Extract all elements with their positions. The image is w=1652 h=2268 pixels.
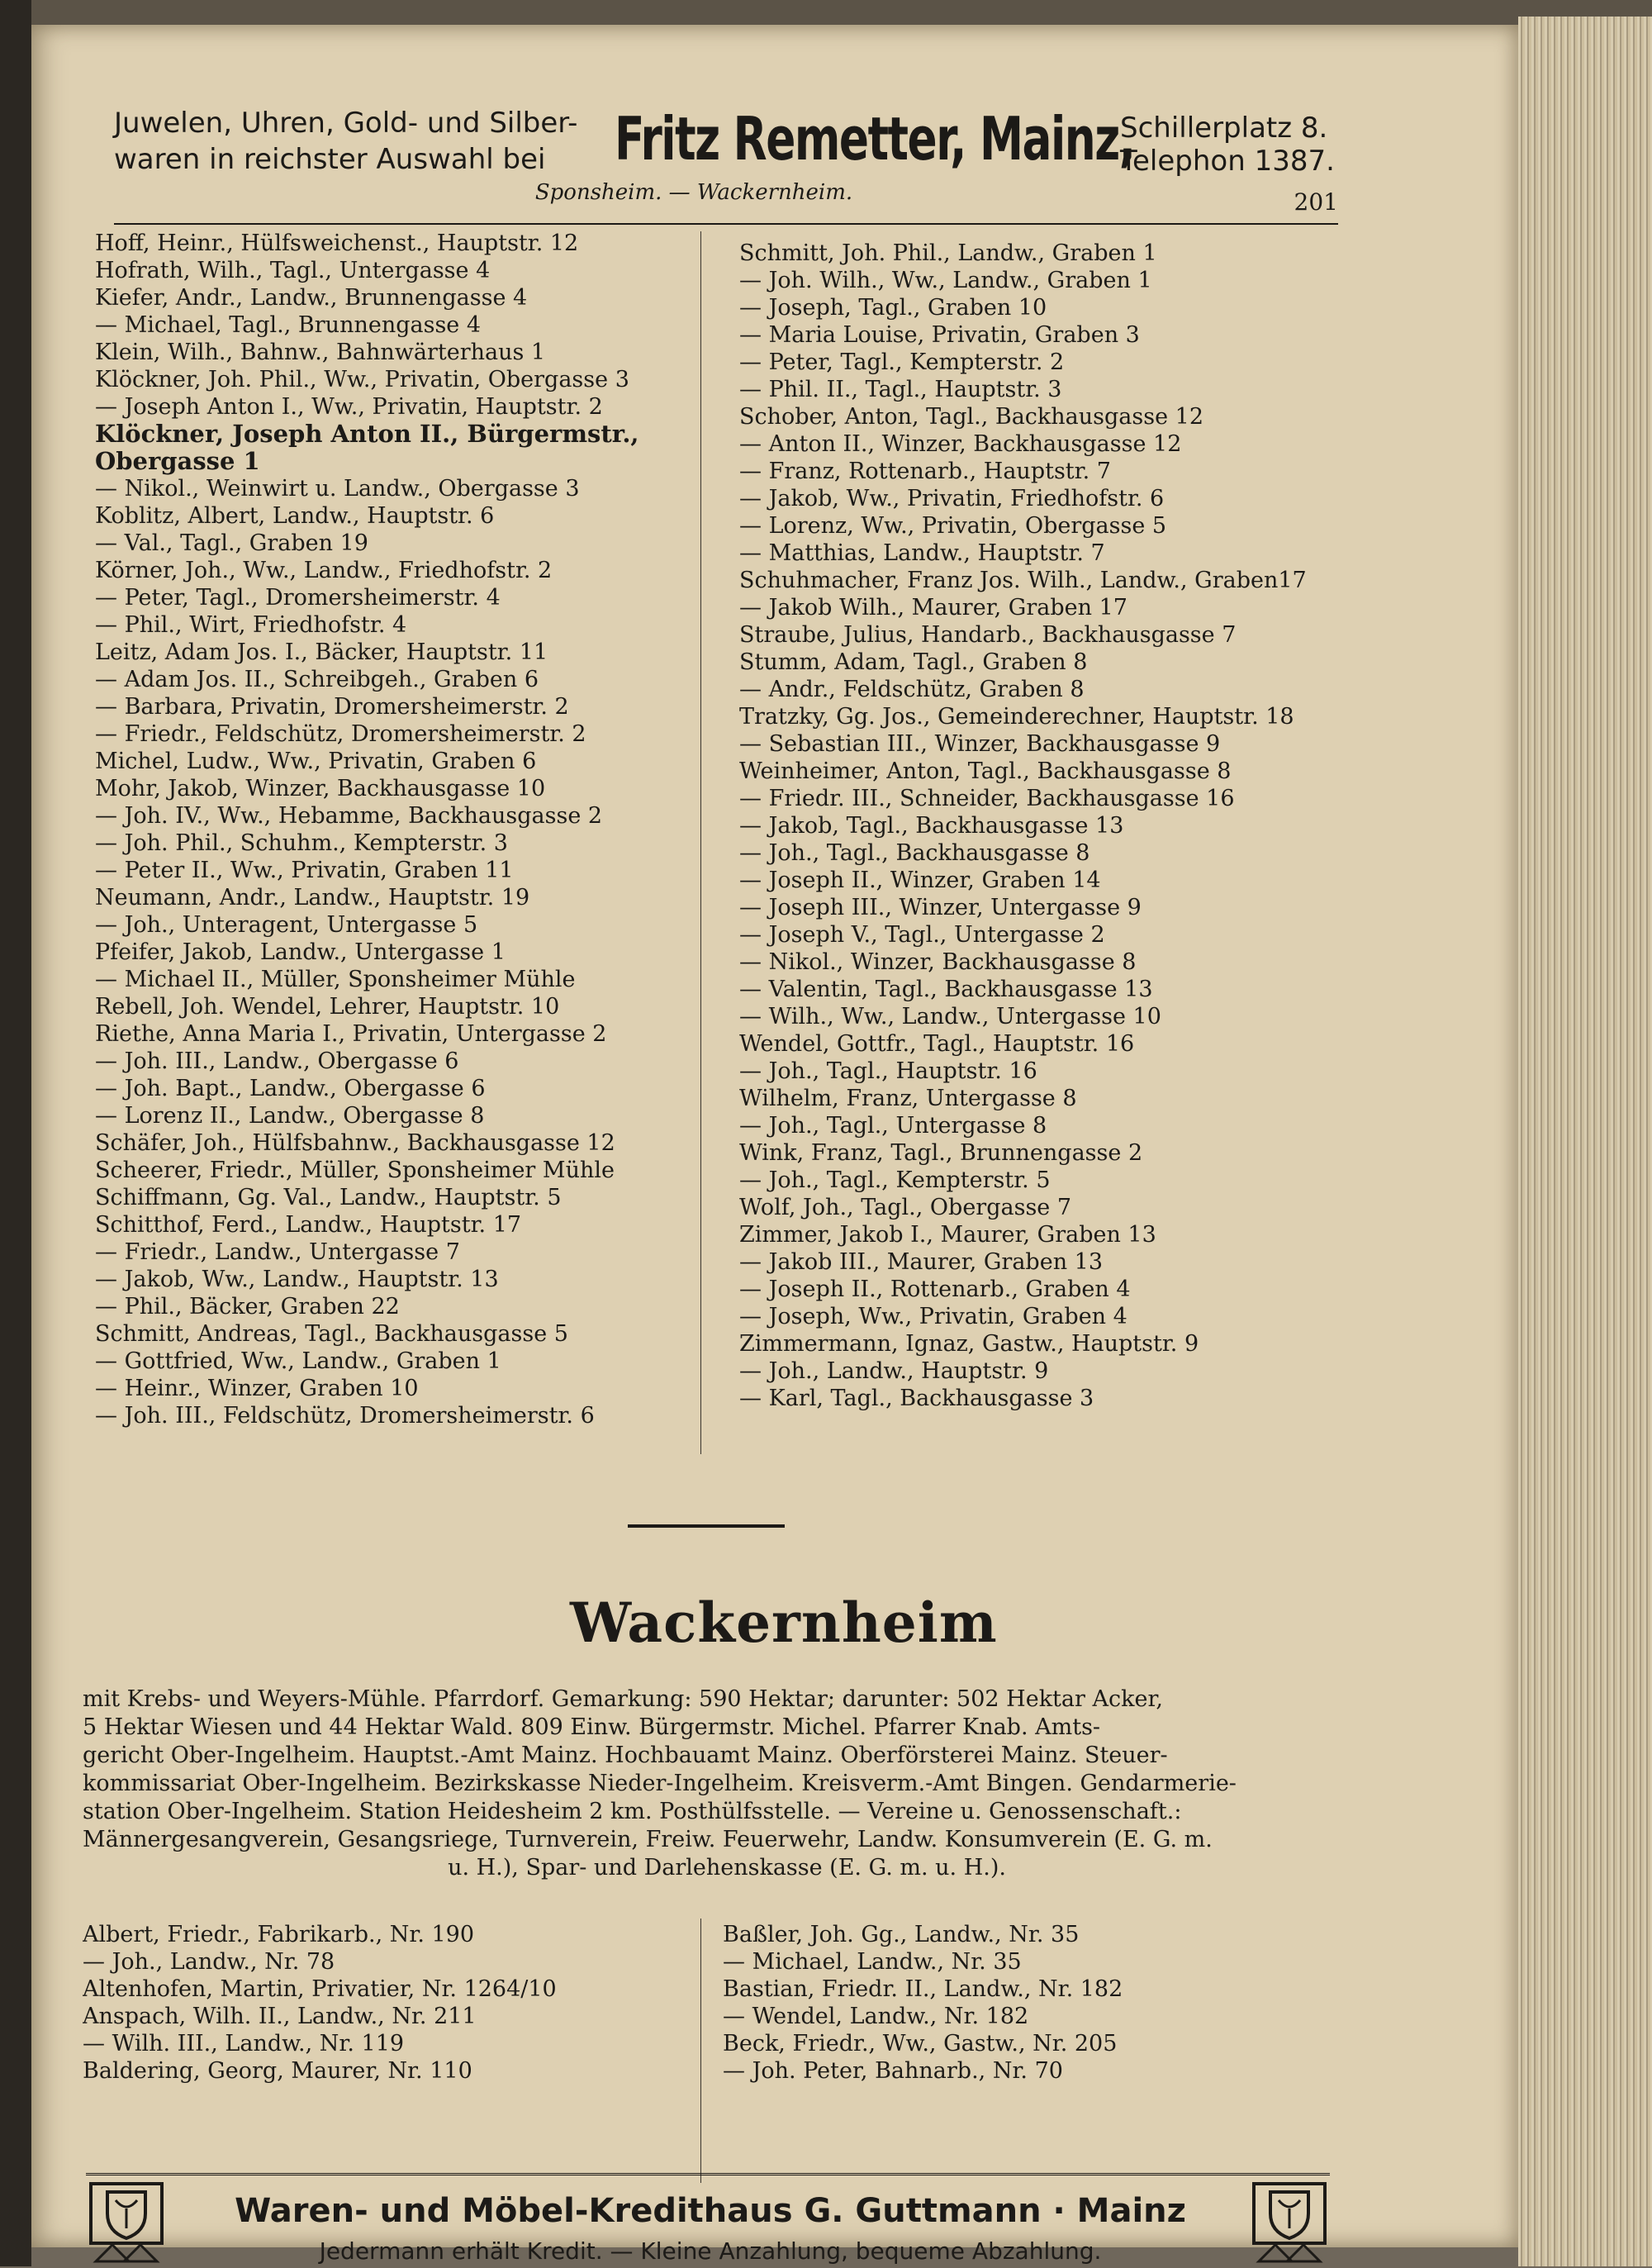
directory-entry: Wendel, Gottfr., Tagl., Hauptstr. 16 [739, 1031, 1135, 1057]
directory-entry: Klein, Wilh., Bahnw., Bahnwärterhaus 1 [95, 340, 546, 365]
directory-entry: — Joseph Anton I., Ww., Privatin, Hauptstr. 2 [95, 394, 603, 420]
description-line: u. H.), Spar- und Darlehenskasse (E. G. m. u. H.). [448, 1855, 1006, 1880]
emblem-right-icon [1249, 2180, 1330, 2265]
running-head: Sponsheim. — Wackernheim. [534, 180, 853, 205]
directory-entry: Altenhofen, Martin, Privatier, Nr. 1264/10 [83, 1976, 557, 2002]
book-spine [0, 0, 31, 2266]
section-right-column [723, 1921, 1351, 2085]
directory-entry: — Friedr., Feldschütz, Dromersheimerstr. 2 [95, 721, 586, 747]
directory-entry: — Val., Tagl., Graben 19 [95, 530, 368, 556]
directory-entry: Schmitt, Joh. Phil., Landw., Graben 1 [739, 240, 1157, 266]
directory-entry: — Phil., Bäcker, Graben 22 [95, 1294, 400, 1319]
directory-entry: — Maria Louise, Privatin, Graben 3 [739, 322, 1140, 348]
header-left-line1: Juwelen, Uhren, Gold- und Silber- [114, 107, 578, 140]
directory-entry: — Gottfried, Ww., Landw., Graben 1 [95, 1348, 501, 1374]
directory-entry: — Joh., Tagl., Hauptstr. 16 [739, 1058, 1037, 1084]
directory-entry: — Joh. III., Landw., Obergasse 6 [95, 1048, 459, 1074]
header-right-line1: Schillerplatz 8. [1120, 112, 1328, 145]
directory-entry: Neumann, Andr., Landw., Hauptstr. 19 [95, 885, 530, 911]
directory-entry: Klöckner, Joseph Anton II., Bürgermstr., [95, 421, 639, 448]
directory-entry: Beck, Friedr., Ww., Gastw., Nr. 205 [723, 2031, 1118, 2056]
directory-entry: — Matthias, Landw., Hauptstr. 7 [739, 540, 1105, 566]
directory-entry: — Peter, Tagl., Dromersheimerstr. 4 [95, 585, 501, 611]
section-title: Wackernheim [570, 1590, 998, 1655]
footer-ad-line2: Jedermann erhält Kredit. — Kleine Anzahlung, bequeme Abzahlung. [319, 2237, 1102, 2265]
column-divider [700, 231, 701, 1454]
directory-entry: Schitthof, Ferd., Landw., Hauptstr. 17 [95, 1212, 522, 1238]
directory-entry: Schuhmacher, Franz Jos. Wilh., Landw., Graben17 [739, 568, 1307, 593]
directory-entry: — Joh., Landw., Hauptstr. 9 [739, 1358, 1049, 1384]
directory-entry: — Jakob, Ww., Landw., Hauptstr. 13 [95, 1267, 499, 1292]
directory-entry: — Joh., Unteragent, Untergasse 5 [95, 912, 478, 938]
directory-entry: — Phil. II., Tagl., Hauptstr. 3 [739, 377, 1062, 402]
left-directory-column [95, 230, 698, 1429]
footer-advertisement [86, 2173, 1330, 2265]
emblem-left-icon [86, 2180, 167, 2265]
footer-ad-line1: Waren- und Möbel-Kredithaus G. Guttmann · Mainz [235, 2192, 1186, 2230]
directory-entry: — Joh. IV., Ww., Hebamme, Backhausgasse 2 [95, 803, 603, 829]
header-right-text [1120, 112, 1384, 178]
directory-entry: — Phil., Wirt, Friedhofstr. 4 [95, 612, 407, 638]
header-rule [114, 223, 1338, 225]
directory-entry: — Joh. Wilh., Ww., Landw., Graben 1 [739, 268, 1152, 293]
directory-entry: Baßler, Joh. Gg., Landw., Nr. 35 [723, 1922, 1080, 1947]
directory-entry: Scheerer, Friedr., Müller, Sponsheimer Mühle [95, 1158, 615, 1183]
header-brand: Fritz Remetter, Mainz, [615, 104, 1135, 174]
directory-entry: — Joseph, Ww., Privatin, Graben 4 [739, 1304, 1127, 1329]
directory-entry: Baldering, Georg, Maurer, Nr. 110 [83, 2058, 472, 2084]
directory-entry: — Sebastian III., Winzer, Backhausgasse 9 [739, 731, 1221, 757]
directory-entry: — Andr., Feldschütz, Graben 8 [739, 677, 1085, 702]
directory-entry: Zimmer, Jakob I., Maurer, Graben 13 [739, 1222, 1156, 1248]
directory-entry: Schäfer, Joh., Hülfsbahnw., Backhausgasse 12 [95, 1130, 615, 1156]
directory-entry: Koblitz, Albert, Landw., Hauptstr. 6 [95, 503, 495, 529]
directory-entry: — Lorenz, Ww., Privatin, Obergasse 5 [739, 513, 1167, 539]
header-left-text [114, 105, 610, 178]
directory-entry: — Valentin, Tagl., Backhausgasse 13 [739, 977, 1153, 1002]
directory-entry: — Jakob, Tagl., Backhausgasse 13 [739, 813, 1124, 839]
description-line: mit Krebs- und Weyers-Mühle. Pfarrdorf. Gemarkung: 590 Hektar; darunter: 502 Hektar Acker, [83, 1686, 1163, 1712]
directory-entry: — Joh., Landw., Nr. 78 [83, 1949, 335, 1975]
section-column-divider [700, 1919, 701, 2183]
directory-entry: Zimmermann, Ignaz, Gastw., Hauptstr. 9 [739, 1331, 1199, 1357]
directory-entry: Stumm, Adam, Tagl., Graben 8 [739, 649, 1088, 675]
directory-entry: — Joh., Tagl., Kempterstr. 5 [739, 1167, 1051, 1193]
directory-entry: — Joh. Peter, Bahnarb., Nr. 70 [723, 2058, 1063, 2084]
directory-entry: Schober, Anton, Tagl., Backhausgasse 12 [739, 404, 1204, 430]
directory-entry: — Friedr., Landw., Untergasse 7 [95, 1239, 460, 1265]
directory-entry: Obergasse 1 [95, 448, 260, 475]
directory-entry: Rebell, Joh. Wendel, Lehrer, Hauptstr. 10 [95, 994, 560, 1020]
description-line: Männergesangverein, Gesangsriege, Turnverein, Freiw. Feuerwehr, Landw. Konsumverein (E. G. m. [83, 1827, 1213, 1852]
directory-entry: Wink, Franz, Tagl., Brunnengasse 2 [739, 1140, 1143, 1166]
directory-entry: — Joh., Tagl., Untergasse 8 [739, 1113, 1047, 1139]
page-edges [1518, 17, 1652, 2266]
directory-entry: — Joseph II., Rottenarb., Graben 4 [739, 1277, 1131, 1302]
description-line: 5 Hektar Wiesen und 44 Hektar Wald. 809 Einw. Bürgermstr. Michel. Pfarrer Knab. Amts- [83, 1714, 1101, 1740]
directory-entry: Klöckner, Joh. Phil., Ww., Privatin, Obergasse 3 [95, 367, 629, 392]
directory-entry: — Heinr., Winzer, Graben 10 [95, 1376, 419, 1401]
directory-entry: — Joh. III., Feldschütz, Dromersheimerstr. 6 [95, 1403, 595, 1429]
page-number: 201 [1294, 188, 1338, 216]
directory-entry: — Joh., Tagl., Backhausgasse 8 [739, 840, 1090, 866]
directory-entry: — Peter II., Ww., Privatin, Graben 11 [95, 858, 514, 883]
directory-entry: — Joseph II., Winzer, Graben 14 [739, 868, 1101, 893]
directory-entry: Weinheimer, Anton, Tagl., Backhausgasse 8 [739, 758, 1232, 784]
directory-entry: — Jakob Wilh., Maurer, Graben 17 [739, 595, 1127, 620]
directory-entry: — Jakob, Ww., Privatin, Friedhofstr. 6 [739, 486, 1165, 511]
header-left-line2: waren in reichster Auswahl bei [114, 143, 546, 176]
directory-entry: Leitz, Adam Jos. I., Bäcker, Hauptstr. 11 [95, 640, 548, 665]
directory-entry: Wolf, Joh., Tagl., Obergasse 7 [739, 1195, 1072, 1220]
directory-entry: — Michael II., Müller, Sponsheimer Mühle [95, 967, 576, 992]
directory-entry: Michel, Ludw., Ww., Privatin, Graben 6 [95, 749, 537, 774]
page-header-advertisement [114, 78, 1353, 178]
directory-entry: — Barbara, Privatin, Dromersheimerstr. 2 [95, 694, 569, 720]
directory-entry: — Joh. Phil., Schuhm., Kempterstr. 3 [95, 830, 508, 856]
directory-entry: — Anton II., Winzer, Backhausgasse 12 [739, 431, 1182, 457]
directory-entry: — Wilh. III., Landw., Nr. 119 [83, 2031, 405, 2056]
directory-entry: — Joseph, Tagl., Graben 10 [739, 295, 1047, 321]
description-line: kommissariat Ober-Ingelheim. Bezirkskasse Nieder-Ingelheim. Kreisverm.-Amt Bingen. Gendarmerie- [83, 1771, 1237, 1796]
directory-entry: — Wilh., Ww., Landw., Untergasse 10 [739, 1004, 1161, 1029]
directory-entry: Schmitt, Andreas, Tagl., Backhausgasse 5 [95, 1321, 568, 1347]
directory-entry: — Adam Jos. II., Schreibgeh., Graben 6 [95, 667, 539, 692]
right-directory-column [739, 240, 1392, 1412]
directory-entry: Hofrath, Wilh., Tagl., Untergasse 4 [95, 258, 491, 283]
directory-entry: Anspach, Wilh. II., Landw., Nr. 211 [83, 2004, 477, 2029]
section-left-column [83, 1921, 694, 2085]
directory-entry: — Jakob III., Maurer, Graben 13 [739, 1249, 1104, 1275]
directory-entry: Bastian, Friedr. II., Landw., Nr. 182 [723, 1976, 1123, 2002]
directory-entry: Wilhelm, Franz, Untergasse 8 [739, 1086, 1077, 1111]
directory-entry: Kiefer, Andr., Landw., Brunnengasse 4 [95, 285, 528, 311]
section-description [83, 1686, 1371, 1882]
description-line: gericht Ober-Ingelheim. Hauptst.-Amt Mainz. Hochbauamt Mainz. Oberförsterei Mainz. Steuer- [83, 1743, 1168, 1768]
header-right-line2: Telephon 1387. [1120, 145, 1335, 178]
directory-entry: — Lorenz II., Landw., Obergasse 8 [95, 1103, 485, 1129]
directory-entry: — Joh. Bapt., Landw., Obergasse 6 [95, 1076, 486, 1101]
directory-entry: Tratzky, Gg. Jos., Gemeinderechner, Hauptstr. 18 [739, 704, 1294, 730]
directory-entry: — Joseph III., Winzer, Untergasse 9 [739, 895, 1142, 920]
directory-entry: — Wendel, Landw., Nr. 182 [723, 2004, 1029, 2029]
section-separator [628, 1524, 785, 1528]
directory-entry: — Nikol., Winzer, Backhausgasse 8 [739, 949, 1137, 975]
directory-entry: — Franz, Rottenarb., Hauptstr. 7 [739, 459, 1111, 484]
directory-entry: Albert, Friedr., Fabrikarb., Nr. 190 [83, 1922, 475, 1947]
directory-entry: — Peter, Tagl., Kempterstr. 2 [739, 349, 1065, 375]
directory-entry: Straube, Julius, Handarb., Backhausgasse 7 [739, 622, 1237, 648]
directory-entry: — Friedr. III., Schneider, Backhausgasse 16 [739, 786, 1235, 811]
directory-entry: — Nikol., Weinwirt u. Landw., Obergasse 3 [95, 476, 580, 502]
directory-entry: Schiffmann, Gg. Val., Landw., Hauptstr. 5 [95, 1185, 562, 1210]
directory-entry: Hoff, Heinr., Hülfsweichenst., Hauptstr. 12 [95, 231, 579, 256]
directory-entry: Körner, Joh., Ww., Landw., Friedhofstr. 2 [95, 558, 553, 583]
scan-top-band [0, 0, 1652, 25]
directory-entry: — Michael, Tagl., Brunnengasse 4 [95, 312, 482, 338]
directory-entry: Riethe, Anna Maria I., Privatin, Untergasse 2 [95, 1021, 607, 1047]
directory-entry: — Karl, Tagl., Backhausgasse 3 [739, 1386, 1094, 1411]
directory-entry: — Joseph V., Tagl., Untergasse 2 [739, 922, 1105, 948]
directory-entry: — Michael, Landw., Nr. 35 [723, 1949, 1022, 1975]
directory-entry: Mohr, Jakob, Winzer, Backhausgasse 10 [95, 776, 546, 801]
description-line: station Ober-Ingelheim. Station Heidesheim 2 km. Posthülfsstelle. — Vereine u. Genossenschaft.: [83, 1799, 1182, 1824]
directory-entry: Pfeifer, Jakob, Landw., Untergasse 1 [95, 939, 506, 965]
